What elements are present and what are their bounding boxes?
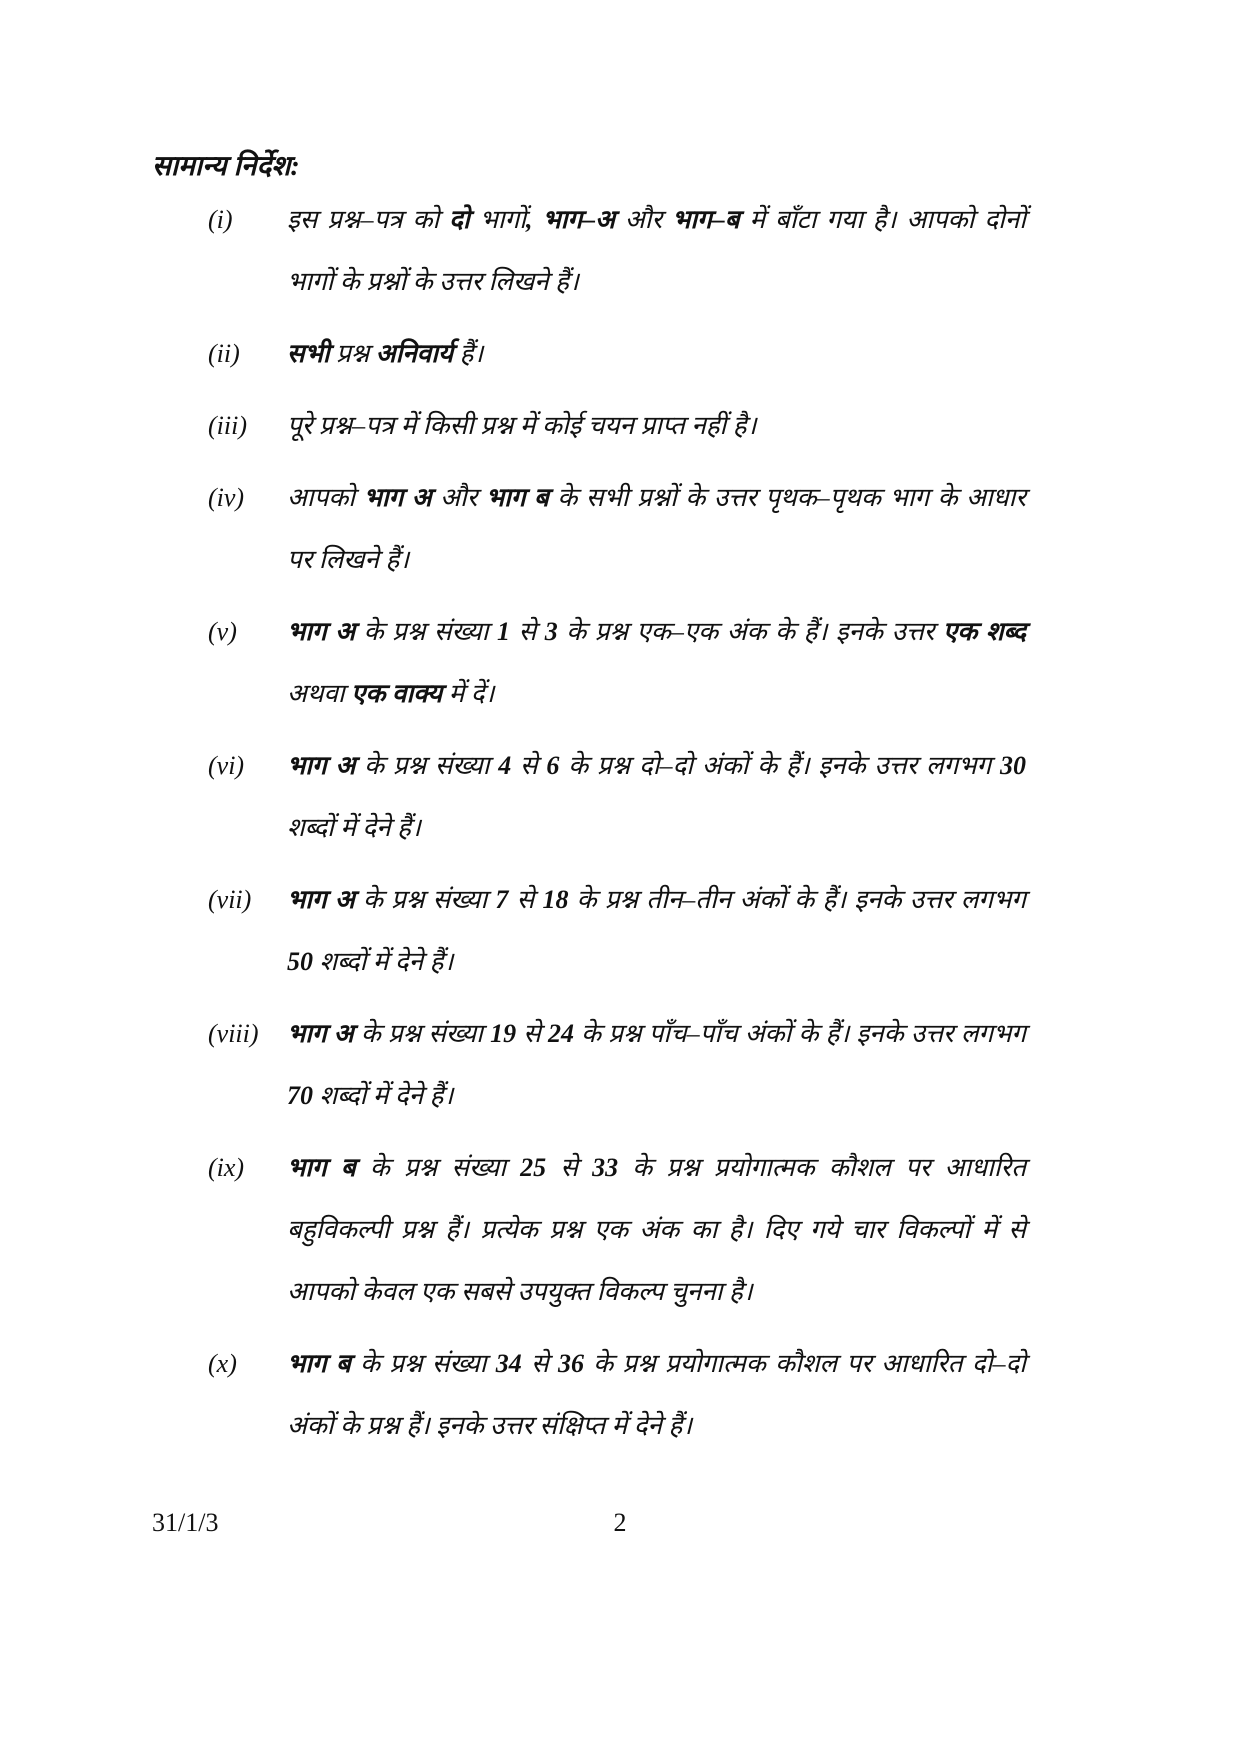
instruction-item [208,601,1026,725]
emphasized-text: एक वाक्य [351,679,443,708]
instruction-text-run: के प्रश्न संख्या [355,1153,521,1182]
emphasized-text: 24 [548,1019,574,1048]
instruction-text [287,601,1026,725]
instruction-item [208,323,1026,385]
instruction-number: (viii) [208,1019,259,1048]
instruction-text [287,869,1026,993]
instruction-text-run: से [521,1349,558,1378]
instruction-item [208,189,1026,313]
instruction-text-run: में बाँटा गया है। आपको दोनों भागों के प्रश्नों के उत्तर लिखने हैं। [287,205,1027,296]
emphasized-text: , भाग–अ [526,205,615,234]
emphasized-text: 25 [520,1153,547,1182]
instruction-text-run: इस प्रश्न–पत्र को [287,205,450,234]
emphasized-text: सभी [287,339,330,368]
instruction-item [208,467,1026,591]
instruction-text-run: के प्रश्न प्रयोगात्मक कौशल पर आधारित बहुविकल्पी प्रश्न हैं। प्रत्येक प्रश्न एक अंक का है। दिए गये चार विकल्पों में से आपको केवल एक सबसे उपयुक्त विकल्प चुनना है। [287,1153,1027,1306]
instruction-list [208,189,1026,1457]
instruction-text-run: के प्रश्न संख्या [353,1019,491,1048]
instruction-text-run: के प्रश्न प्रयोगात्मक कौशल पर आधारित दो–दो अंकों के प्रश्न हैं। इनके उत्तर संक्षिप्त में देने हैं। [287,1349,1027,1440]
emphasized-text: 1 [497,617,511,646]
emphasized-text: भाग ब [287,1153,356,1182]
instruction-text [287,1137,1026,1323]
page-number: 2 [613,1508,627,1537]
instruction-text-run: से [546,1153,593,1182]
emphasized-text: 4 [498,751,512,780]
instruction-text-run: प्रश्न [329,339,376,368]
emphasized-text: भाग–ब [672,205,740,234]
instruction-text-run: के प्रश्न संख्या [355,751,499,780]
instruction-text-run: हैं। [453,339,484,368]
emphasized-text: भाग ब [287,1349,351,1378]
emphasized-text: भाग अ [363,483,432,512]
instruction-text [287,467,1026,591]
instruction-text-run: शब्दों में देने हैं। [313,947,454,976]
instruction-text-run: से [510,617,545,646]
instruction-text-run: के प्रश्न संख्या [350,1349,496,1378]
instruction-text [287,323,1026,385]
paper-code: 31/1/3 [152,1508,219,1537]
emphasized-text: दो [449,205,470,234]
instruction-text-run: के प्रश्न संख्या [354,885,496,914]
instruction-text-run: आपको [287,483,364,512]
emphasized-text: 18 [542,885,569,914]
instruction-text-run: के प्रश्न संख्या [355,617,498,646]
instruction-text-run: के प्रश्न एक–एक अंक के हैं। इनके उत्तर [557,617,943,646]
instruction-text-run: के सभी प्रश्नों के उत्तर पृथक–पृथक भाग के आधार पर लिखने हैं। [287,483,1027,574]
instruction-text [287,189,1026,313]
emphasized-text: भाग अ [287,885,355,914]
emphasized-text: 70 [287,1081,313,1110]
emphasized-text: भाग अ [287,751,356,780]
instruction-number: (i) [208,205,233,234]
instruction-text-run: भागों [469,205,527,234]
instruction-text-run: और [431,483,486,512]
emphasized-text: 34 [495,1349,522,1378]
emphasized-text: 50 [287,947,313,976]
instruction-number: (iii) [208,411,247,440]
instruction-item [208,1333,1026,1457]
emphasized-text: 36 [557,1349,584,1378]
instruction-text-run: में दें। [442,679,495,708]
instruction-text [287,1333,1026,1457]
instruction-number: (vii) [208,885,252,914]
instruction-text-run: शब्दों में देने हैं। [287,813,421,842]
instruction-text-run: के प्रश्न तीन–तीन अंकों के हैं। इनके उत्तर लगभग [568,885,1026,914]
instruction-number: (ii) [208,339,240,368]
instruction-item [208,869,1026,993]
emphasized-text: भाग अ [287,617,356,646]
emphasized-text: 33 [592,1153,619,1182]
instruction-text-run: से [511,751,547,780]
instruction-text [287,735,1026,859]
page-footer [0,1505,1240,1541]
instruction-text-run: पूरे प्रश्न–पत्र में किसी प्रश्न में कोई चयन प्राप्त नहीं है। [287,411,757,440]
emphasized-text: 19 [490,1019,517,1048]
instruction-text-run: के प्रश्न दो–दो अंकों के हैं। इनके उत्तर लगभग [559,751,1000,780]
instruction-number: (v) [208,617,237,646]
instruction-number: (x) [208,1349,237,1378]
instruction-item [208,1137,1026,1323]
instruction-text [287,395,1026,457]
emphasized-text: अनिवार्य [375,339,454,368]
instruction-text-run: शब्दों में देने हैं। [313,1081,454,1110]
instruction-item [208,735,1026,859]
emphasized-text: 30 [1000,751,1026,780]
instruction-number: (ix) [208,1153,245,1182]
instruction-text [287,1003,1026,1127]
emphasized-text: 6 [546,751,560,780]
emphasized-text: भाग अ [287,1019,354,1048]
page-heading: सामान्य निर्देश: [152,151,300,182]
instruction-text-run: अथवा [287,679,352,708]
instruction-number: (vi) [208,751,245,780]
instruction-number: (iv) [208,483,245,512]
instruction-item [208,395,1026,457]
emphasized-text: 7 [495,885,509,914]
emphasized-text: 3 [544,617,558,646]
instruction-text-run: और [614,205,673,234]
instruction-text-run: के प्रश्न पाँच–पाँच अंकों के हैं। इनके उत्तर लगभग [574,1019,1027,1048]
emphasized-text: भाग ब [485,483,549,512]
instruction-text-run: से [508,885,543,914]
instruction-item [208,1003,1026,1127]
emphasized-text: एक शब्द [942,617,1027,646]
instruction-text-run: से [516,1019,548,1048]
